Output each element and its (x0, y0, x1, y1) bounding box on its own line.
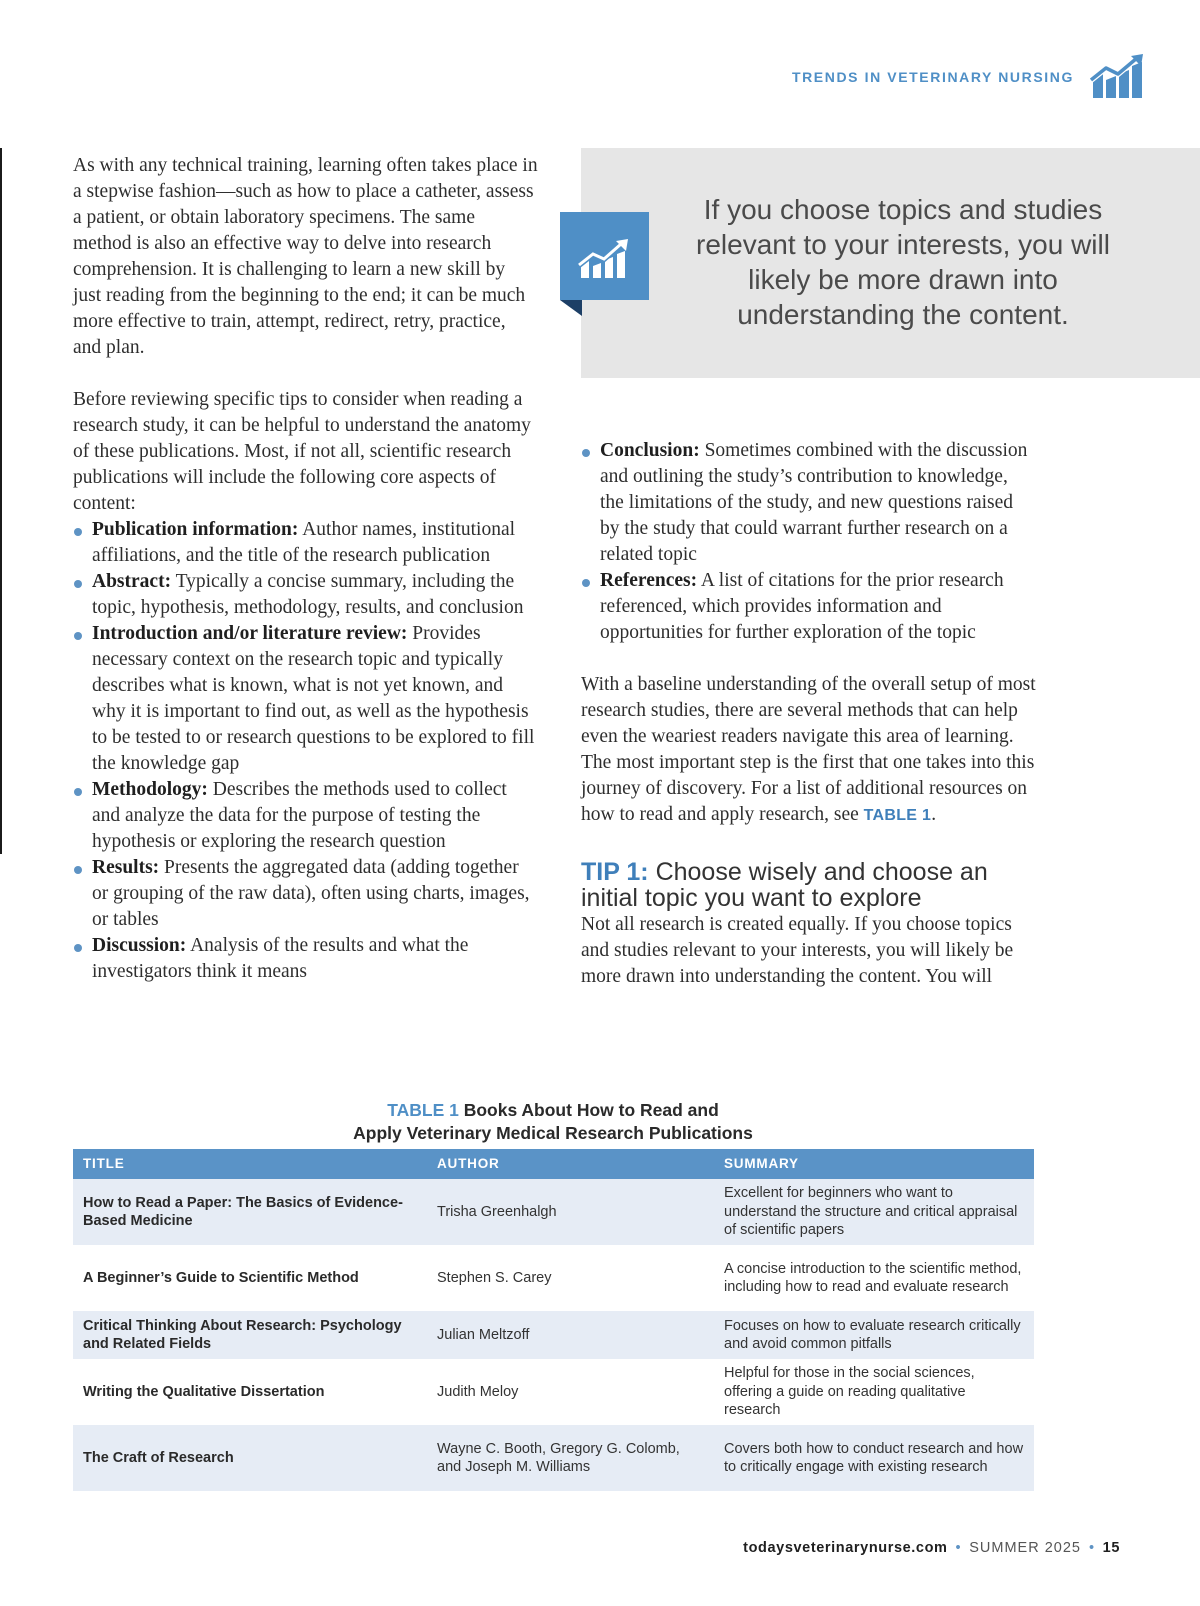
table-caption (73, 1099, 1033, 1145)
tip-label: TIP 1: (581, 858, 649, 886)
book-author: Stephen S. Carey (437, 1269, 552, 1286)
page-footer (743, 1540, 1120, 1556)
website-link[interactable]: todaysveterinarynurse.com (743, 1540, 948, 1556)
book-summary: Covers both how to conduct research and how to critically engage with existing research (714, 1425, 1034, 1491)
pull-quote-text: If you choose topics and studies relevant to your interests, you will likely be more drawn into understanding the content. (696, 194, 1110, 330)
table-1-link[interactable]: TABLE 1 (863, 807, 932, 824)
book-summary: Focuses on how to evaluate research critically and avoid common pitfalls (714, 1311, 1034, 1359)
body-paragraph: As with any technical training, learning often takes place in a stepwise fashion—such as how to place a catheter, assess a patient, or obtain laboratory specimens. The same method is also an effective way to delve into research comprehension. It is challenging to learn a new skill by just reading from the beginning to the end; it can be much more effective to train, attempt, redirect, retry, practice, and plan. (73, 155, 538, 358)
column-header-author: AUTHOR (427, 1149, 714, 1179)
bullet-term: Methodology: (92, 779, 208, 800)
table-caption-line1: Books About How to Read and (458, 1100, 719, 1120)
book-title: Critical Thinking About Research: Psychology and Related Fields (73, 1311, 427, 1359)
book-title: A Beginner’s Guide to Scientific Method (83, 1269, 359, 1286)
bar-chart-trend-icon (1090, 54, 1144, 100)
table-row (73, 1245, 1034, 1311)
book-title: How to Read a Paper: The Basics of Evidence-Based Medicine (73, 1179, 427, 1245)
body-paragraph: Before reviewing specific tips to consider when reading a research study, it can be helpful to understand the anatomy of these publications. Most, if not all, scientific research publications will include the following core aspects of content: (73, 389, 531, 514)
bullet-term: Introduction and/or literature review: (92, 623, 408, 644)
column-header-summary: SUMMARY (714, 1149, 1034, 1179)
bullet-text: Author names, institutional affiliations, and the title of the research publication (92, 519, 516, 566)
bullet-term: References: (600, 570, 698, 591)
list-item (73, 855, 538, 933)
list-item (73, 933, 538, 985)
separator-dot: • (1088, 1540, 1095, 1556)
issue-label: SUMMER 2025 (969, 1540, 1081, 1556)
left-column (73, 153, 538, 985)
book-author: Wayne C. Booth, Gregory G. Colomb, and Joseph M. Williams (427, 1425, 714, 1491)
bullet-term: Conclusion: (600, 440, 700, 461)
table-caption-line2: Apply Veterinary Medical Research Publications (353, 1123, 753, 1143)
right-column (581, 438, 1036, 990)
table-row (73, 1359, 1034, 1425)
bullet-term: Abstract: (92, 571, 172, 592)
table-row (73, 1311, 1034, 1359)
book-title: Writing the Qualitative Dissertation (83, 1383, 325, 1400)
running-header (792, 54, 1144, 100)
anatomy-bullet-list-continued (581, 438, 1036, 646)
tip-heading (581, 859, 1036, 911)
bullet-text: Describes the methods used to collect and analyze the data for the purpose of testing the hypothesis or exploring the research question (92, 779, 507, 852)
list-item (581, 568, 1036, 646)
separator-dot: • (955, 1540, 962, 1556)
anatomy-bullet-list (73, 517, 538, 985)
left-margin-rule (0, 148, 2, 854)
table-row (73, 1425, 1034, 1491)
body-paragraph: Not all research is created equally. If you choose topics and studies relevant to your interests, you will likely be more drawn into understanding the content. You will (581, 914, 1014, 987)
book-summary: Excellent for beginners who want to understand the structure and critical appraisal of scientific papers (714, 1179, 1034, 1245)
section-label: TRENDS IN VETERINARY NURSING (791, 69, 1074, 85)
bullet-term: Discussion: (92, 935, 187, 956)
pull-quote-box (581, 148, 1200, 378)
book-summary: Helpful for those in the social sciences, offering a guide on reading qualitative research (724, 1365, 975, 1419)
book-author: Judith Meloy (437, 1383, 519, 1400)
list-item (73, 621, 538, 777)
column-header-title: TITLE (73, 1149, 427, 1179)
books-table (73, 1149, 1034, 1491)
bullet-term: Publication information: (92, 519, 299, 540)
page-number: 15 (1102, 1540, 1120, 1556)
tip-title: Choose wisely and choose an initial topic you want to explore (581, 858, 988, 912)
bullet-text: Sometimes combined with the discussion and outlining the study’s contribution to knowledge, the limitations of the study, and new questions raised by the study that could warrant further research on a related topic (600, 440, 1028, 565)
book-summary: A concise introduction to the scientific method, including how to read and evaluate research (724, 1260, 1022, 1295)
table-row (73, 1179, 1034, 1245)
book-title: The Craft of Research (73, 1425, 427, 1491)
book-author: Trisha Greenhalgh (427, 1179, 714, 1245)
list-item (73, 569, 538, 621)
book-author: Julian Meltzoff (427, 1311, 714, 1359)
bullet-text: Typically a concise summary, including the topic, hypothesis, methodology, results, and conclusion (92, 571, 524, 618)
bullet-text: Analysis of the results and what the investigators think it means (92, 935, 469, 982)
list-item (581, 438, 1036, 568)
body-paragraph: With a baseline understanding of the overall setup of most research studies, there are several methods that can help even the weariest readers navigate this area of learning. The most important step is the first that one takes into this journey of discovery. For a list of additional resources on how to read and apply research, see TABLE 1. (581, 674, 1036, 825)
list-item (73, 777, 538, 855)
table-label: TABLE 1 (387, 1100, 459, 1120)
bullet-text: Provides necessary context on the research topic and typically describes what is known, what is not yet known, and why it is important to find out, as well as the hypothesis to be tested to or research questions to be explored to fill the knowledge gap (92, 623, 535, 774)
bullet-term: Results: (92, 857, 160, 878)
table-header-row (73, 1149, 1034, 1179)
pull-quote-badge (560, 212, 649, 316)
list-item (73, 517, 538, 569)
bullet-text: Presents the aggregated data (adding together or grouping of the raw data), often using charts, images, or tables (92, 857, 530, 930)
bullet-text: A list of citations for the prior research referenced, which provides information and opportunities for further exploration of the topic (600, 570, 1004, 643)
